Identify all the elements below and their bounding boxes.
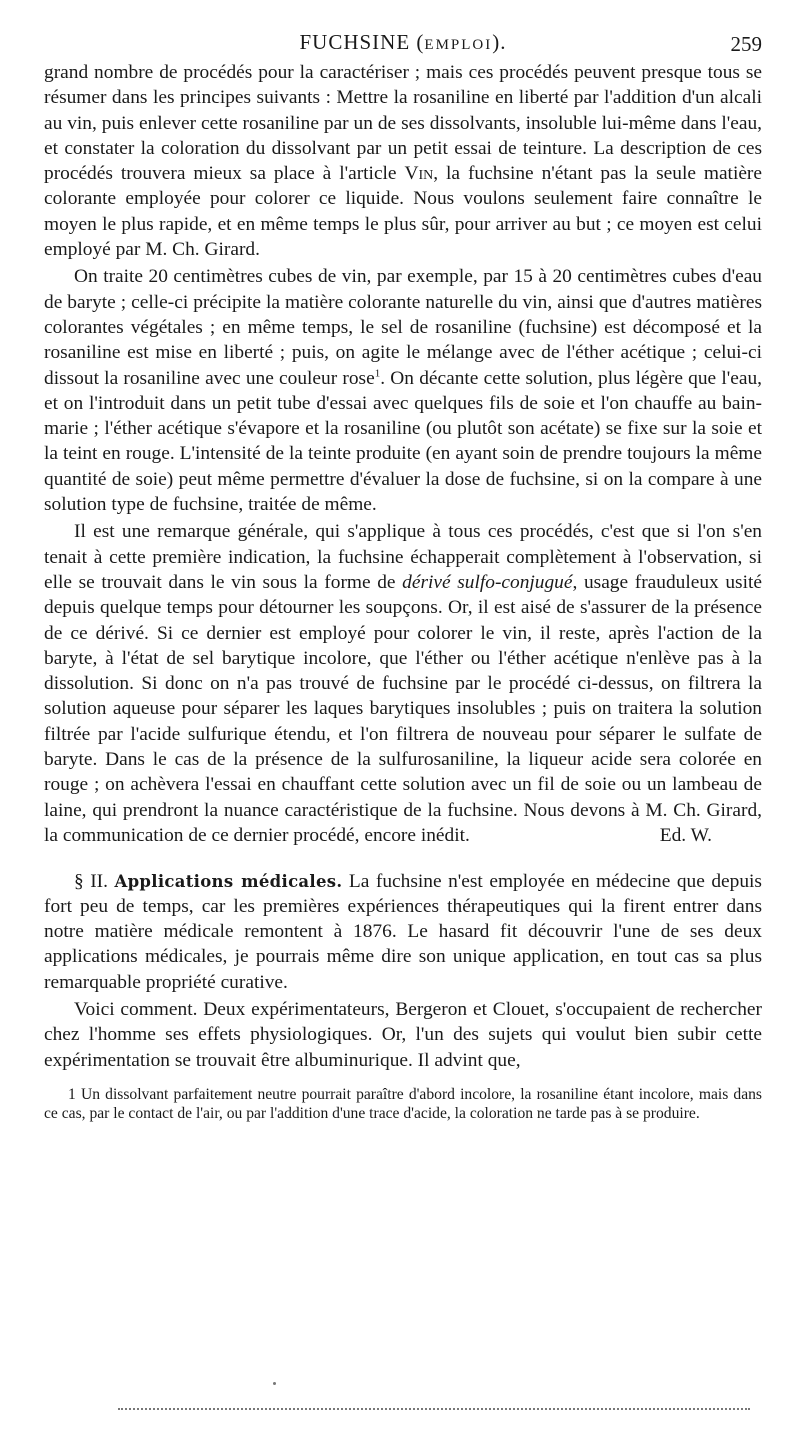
page-number: 259 bbox=[730, 32, 762, 56]
paragraph-1-text: grand nombre de procédés pour la caractériser ; mais ces procédés peuvent presque tous se résumer dans les principes suivants : Mettre la rosaniline en liberté par l'addition d'un alcali au vin, puis enlever cette rosaniline par un de ses dissolvants, insoluble lui-même dans l'eau, et constater la coloration du dissolvant par un petit essai de teinture. La description de ces procédés trouvera mieux sa place à l'article bbox=[44, 62, 762, 185]
running-title-small-caps: EMPLOI bbox=[424, 37, 493, 53]
footnote-text: Un dissolvant parfaitement neutre pourrait paraître d'abord incolore, la rosaniline étant incolore, mais dans ce cas, par le contact de l'air, ou par l'addition d'une trace d'acide, la coloration ne tarde pas à se produire. bbox=[44, 1085, 762, 1123]
print-speck bbox=[273, 1382, 276, 1385]
running-title-main: FUCHSINE ( bbox=[299, 30, 425, 54]
section-ii bbox=[44, 869, 762, 1073]
page-body bbox=[44, 60, 762, 1124]
bottom-dotted-rule bbox=[118, 1408, 750, 1410]
section-heading: Applications médicales. bbox=[114, 871, 343, 891]
section-mark: § II. bbox=[74, 870, 108, 892]
paragraph-2 bbox=[44, 264, 762, 517]
section-ii-text: La fuchsine n'est employée en médecine que depuis fort peu de temps, car les premières expériences thérapeutiques qui la firent entrer dans notre matière médicale remontent à 1876. Le hasard fit découvrir l'une de ses deux applications médicales, je pourrais même dire son unique application, en tout cas sa plus remarquable propriété curative. bbox=[44, 870, 762, 993]
running-title-end: ). bbox=[492, 30, 507, 54]
footnote-mark: 1 bbox=[68, 1085, 76, 1103]
footnote-1 bbox=[44, 1085, 762, 1124]
running-title bbox=[44, 30, 762, 55]
paragraph-3-text-b: , usage frauduleux usité depuis quelque temps pour détourner les soupçons. Or, il est aisé de s'assurer de la présence de ce dérivé. Si ce dernier est employé pour colorer le vin, il reste, après l'action de la baryte, à l'état de sel barytique incolore, que l'éther ou l'éther acétique n'enlève pas à la dissolution. Si donc on n'a pas trouvé de fuchsine par le procédé ci-dessus, on filtrera la solution aqueuse pour séparer les laques barytiques insolubles ; puis on traitera la solution filtrée par l'acide sulfurique étendu, et l'on filtrera de nouveau pour séparer le sulfate de baryte. Dans le cas de la présence de la sulfurosaniline, la liqueur acide sera colorée en rouge ; on achèvera l'essai en chauffant cette solution avec un fil de soie ou un lambeau de laine, qui prendront la nuance caractéristique de la fuchsine. Nous devons à M. Ch. Girard, la communication de ce dernier procédé, encore inédit. bbox=[44, 571, 762, 846]
section-ii-paragraph-1 bbox=[44, 869, 762, 995]
footnotes bbox=[44, 1085, 762, 1124]
article-reference-vin: Vin bbox=[404, 163, 434, 185]
section-ii-paragraph-2: Voici comment. Deux expérimentateurs, Bergeron et Clouet, s'occupaient de rechercher chez l'homme ses effets physiologiques. Or, l'un des sujets qui voulut bien subir cette expérimentation se trouvait être albuminurique. Il advint que, bbox=[44, 998, 762, 1071]
paragraph-1 bbox=[44, 60, 762, 262]
author-signature: Ed. W. bbox=[659, 825, 712, 847]
book-page bbox=[44, 24, 762, 1124]
paragraph-3-italic-term: dérivé sulfo-conjugué bbox=[402, 571, 573, 593]
page-header bbox=[44, 24, 762, 54]
footnote-reference: 1 bbox=[374, 367, 381, 380]
paragraph-1-end: , la fuchsine n'étant pas la seule matière colorante employée pour colorer ce liquide. Nous voulons seulement faire connaître le moyen le plus rapide, et en même temps le plus sûr, pour arriver au but ; ce moyen est celui employé par M. Ch. Girard. bbox=[44, 163, 762, 261]
paragraph-3-text-a: Il est une remarque générale, qui s'applique à tous ces procédés, c'est que si l'on s'en tenait à cette première indication, la fuchsine échapperait complètement à l'observation, si elle se trouvait dans le vin sous la forme de bbox=[44, 521, 762, 593]
paragraph-3 bbox=[44, 519, 762, 848]
paragraph-2-text-b: . On décante cette solution, plus légère que l'eau, et on l'introduit dans un petit tube d'essai avec quelques fils de soie et l'on chauffe au bain-marie ; l'éther acétique s'évapore et la rosaniline (ou plutôt son acétate) se fixe sur la soie et la teint en rouge. L'intensité de la teinte produite (en ayant soin de prendre toujours la même quantité de soie) peut même permettre d'évaluer la dose de fuchsine, si on la compare à une solution type de fuchsine, traitée de même. bbox=[44, 367, 762, 516]
paragraph-2-text-a: On traite 20 centimètres cubes de vin, par exemple, par 15 à 20 centimètres cubes d'eau de baryte ; celle-ci précipite la matière colorante naturelle du vin, ainsi que d'autres matières colorantes végétales ; en même temps, le sel de rosaniline (fuchsine) est décomposé et la rosaniline est mise en liberté ; puis, on agite le mélange avec de l'éther acétique ; celui-ci dissout la rosaniline avec une couleur rose bbox=[44, 266, 762, 389]
